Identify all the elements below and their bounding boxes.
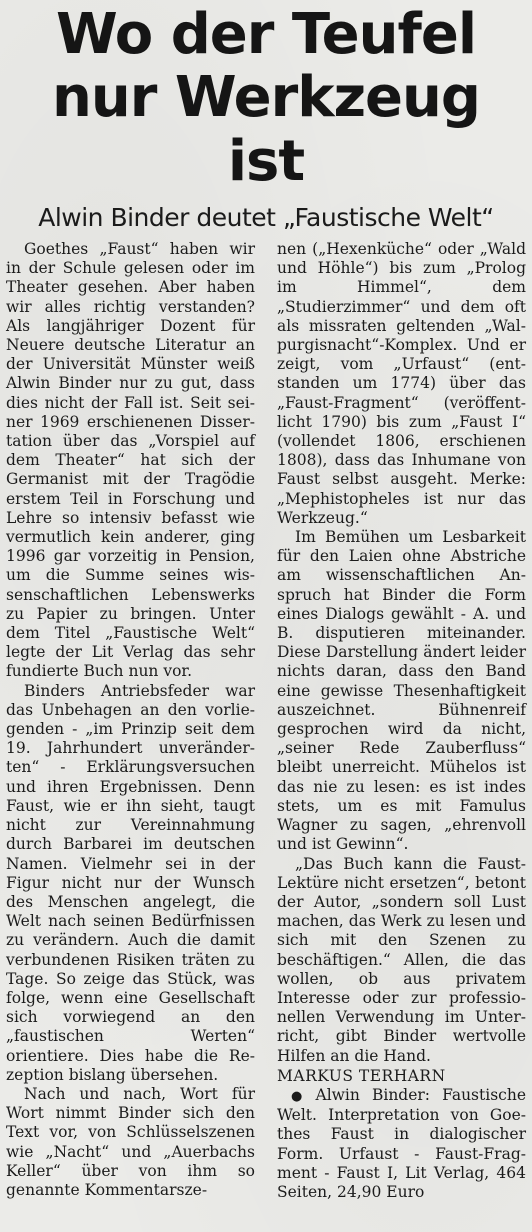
subheadline: Alwin Binder deutet „Faustische Welt“ (38, 203, 494, 232)
left-column (6, 240, 255, 1202)
book-info-text: Alwin Binder: Faustische Welt. Interpretation von Goethes Faust in dialogischer Form. Urfaust - Faust-Fragment - Faust I, Lit Verlag, 464 Seiten, 24,90 Euro (277, 1085, 526, 1201)
paragraph: Im Bemühen um Lesbarkeit für den Laien ohne Abstriche am wissenschaftlichen Anspruch hat Binder die Form eines Dialogs gewählt - A. und B. disputieren miteinander. Diese Darstellung ändert leider nichts daran, dass den Band eine gewisse Thesenhaftigkeit auszeichnet. Bühnenreif gesprochen wird da nicht, „seiner Rede Zauberfluss“ bleibt unerreicht. Mühelos ist das nie zu lesen: es ist indes stets, um es mit Famulus Wagner zu sagen, „ehrenvoll und ist Gewinn“. (277, 528, 526, 854)
right-column (277, 240, 526, 1202)
paragraph: Nach und nach, Wort für Wort nimmt Binder sich den Text vor, von Schlüsselszenen wie „Nacht“ und „Auerbachs Keller“ über von ihm so genannte Kommentarsze- (6, 1084, 255, 1199)
book-info (277, 1086, 526, 1202)
paragraph: Goethes „Faust“ haben wir in der Schule gelesen oder im Theater gesehen. Aber haben wir alles richtig verstanden? Als langjähriger Dozent für Neuere deutsche Literatur an der Universität Münster weiß Alwin Binder nur zu gut, dass dies nicht der Fall ist. Seit seiner 1969 erschienenen Dissertation über das „Vorspiel auf dem Theater“ hat sich der Germanist mit der Tragödie erstem Teil in Forschung und Lehre so intensiv befasst wie vermutlich kein anderer, ging 1996 gar vorzeitig in Pension, um die Summe seines wissenschaftlichen Lebenswerks zu Papier zu bringen. Unter dem Titel „Faustische Welt“ legte der Lit Verlag das sehr fundierte Buch nun vor. (6, 240, 255, 681)
headline-line-2: nur Werkzeug ist (52, 65, 480, 194)
headline-line-1: Wo der Teufel (55, 2, 477, 67)
paragraph: Binders Antriebsfeder war das Unbehagen an den vorliegenden - „im Prinzip seit dem 19. Jahrhundert unveränderten“ - Erklärungsversuchen und ihren Ergebnissen. Denn Faust, wie er ihn sieht, taugt nicht zur Vereinnahmung durch Barbarei im deutschen Namen. Vielmehr sei in der Figur nicht nur der Wunsch des Menschen angelegt, die Welt nach seinen Bedürfnissen zu verändern. Auch die damit verbundenen Risiken träten zu Tage. So zeige das Stück, was folge, wenn eine Gesellschaft sich vorwiegend an den „faustischen Werten“ orientiere. Dies habe die Rezeption bislang übersehen. (6, 681, 255, 1084)
paragraph: nen („Hexenküche“ oder „Wald und Höhle“) bis zum „Prolog im Himmel“, dem „Studierzimmer“ und dem oft als missraten geltenden „Walpurgisnacht“-Komplex. Und er zeigt, vom „Urfaust“ (entstanden um 1774) über das „Faust-Fragment“ (veröffentlicht 1790) bis zum „Faust I“ (vollendet 1806, erschienen 1808), dass das Inhumane von Faust selbst ausgeht. Merke: „Mephistopheles ist nur das Werkzeug.“ (277, 240, 526, 527)
author-byline: MARKUS TERHARN (277, 1066, 446, 1085)
paragraph: „Das Buch kann die Faust-Lektüre nicht ersetzen“, betont der Autor, „sondern soll Lust machen, das Werk zu lesen und sich mit den Szenen zu beschäftigen.“ Allen, die das wollen, ob aus privatem Interesse oder zur professionellen Verwendung im Unterricht, gibt Binder wertvolle Hilfen an die Hand. (277, 854, 526, 1065)
bullet-icon: ● (291, 1088, 310, 1104)
article-body (6, 240, 526, 1202)
